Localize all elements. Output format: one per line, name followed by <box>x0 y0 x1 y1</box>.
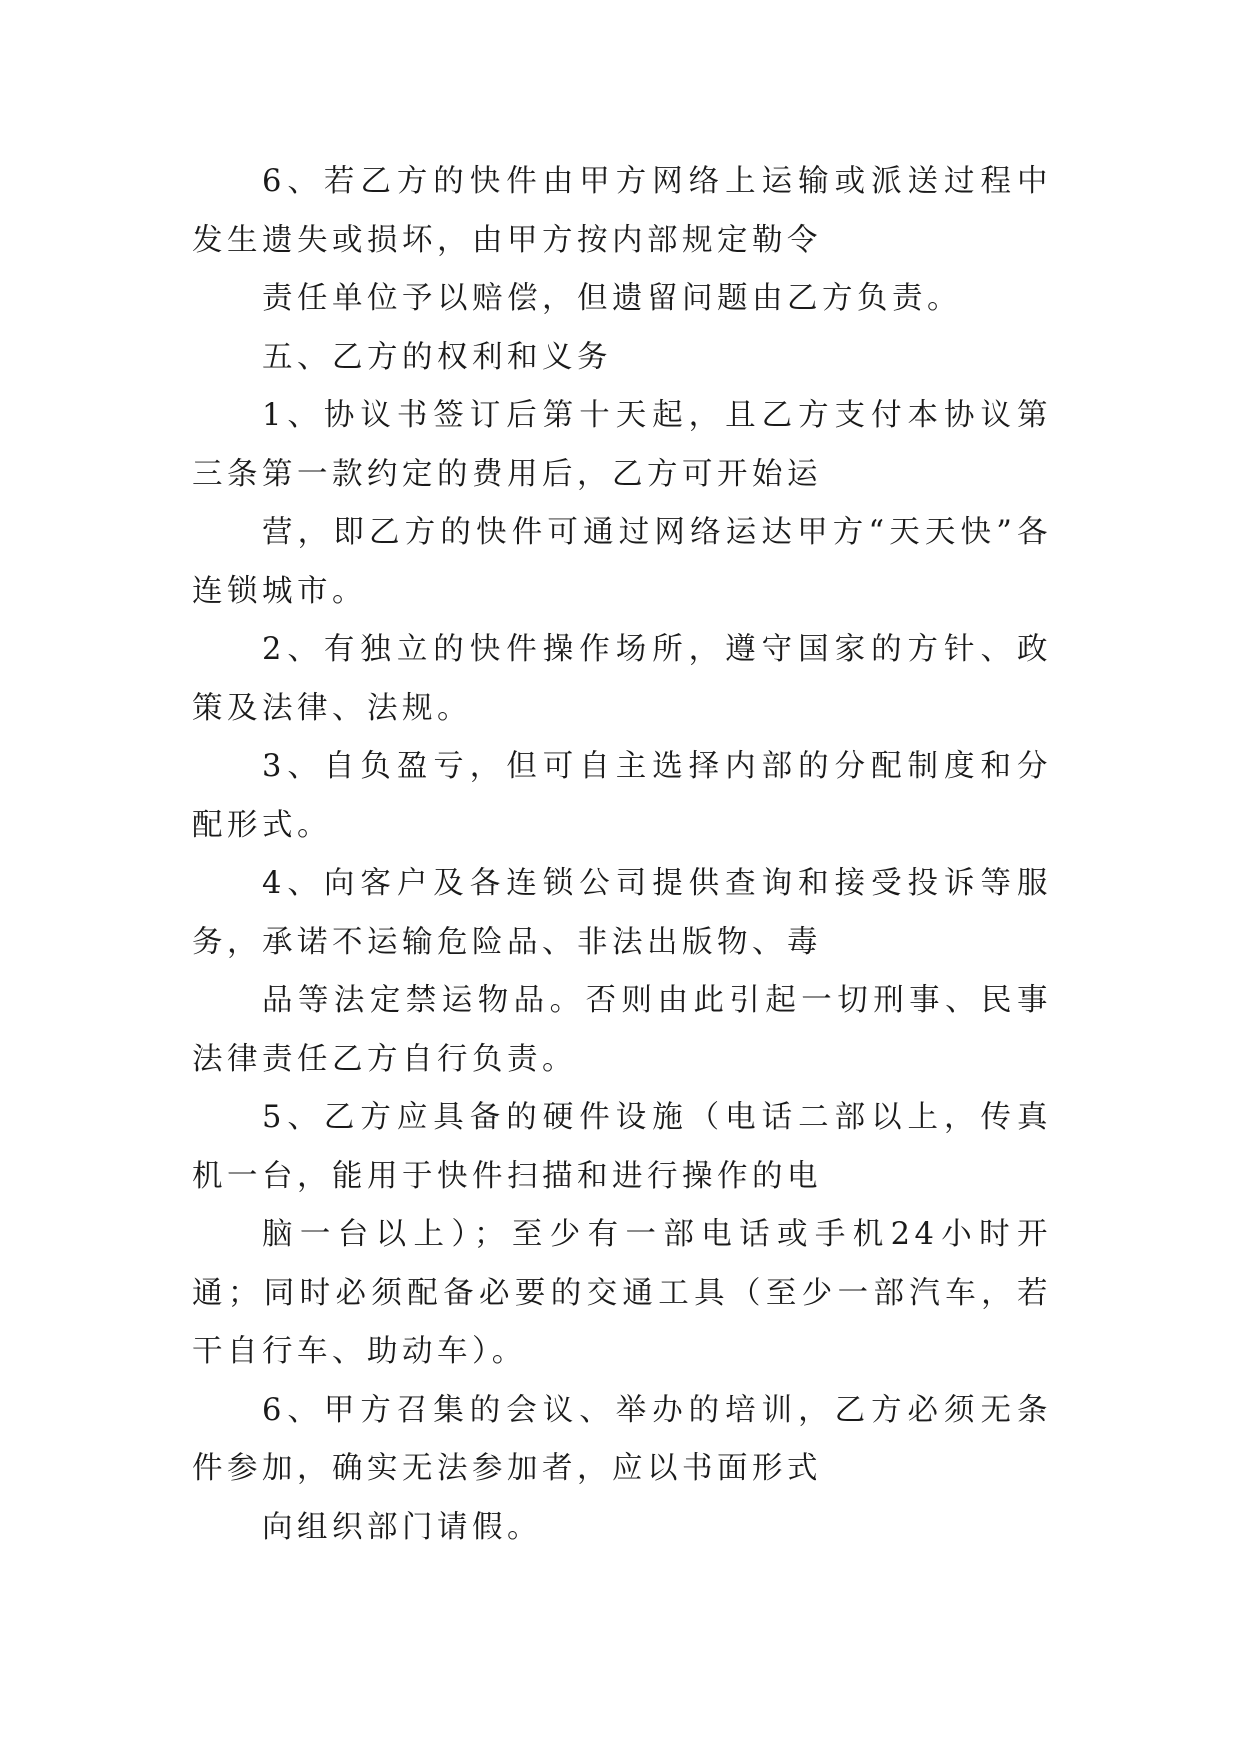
document-body <box>192 153 1052 1557</box>
paragraph-clause-6-delivery-loss: 6、若乙方的快件由甲方网络上运输或派送过程中发生遗失或损坏，由甲方按内部规定勒令 <box>192 164 1052 258</box>
paragraph-clause-5-continuation: 脑一台以上）；至少有一部电话或手机24小时开通；同时必须配备必要的交通工具（至少一部汽车，若干自行车、助动车）。 <box>192 1217 1052 1369</box>
paragraph-clause-6-meetings-continuation: 向组织部门请假。 <box>262 1509 542 1545</box>
paragraph-clause-1-continuation: 营，即乙方的快件可通过网络运达甲方“天天快”各连锁城市。 <box>192 515 1052 609</box>
paragraph-clause-3-profit-loss: 3、自负盈亏，但可自主选择内部的分配制度和分配形式。 <box>192 749 1052 843</box>
paragraph-clause-4-continuation: 品等法定禁运物品。否则由此引起一切刑事、民事法律责任乙方自行负责。 <box>192 983 1052 1077</box>
paragraph-clause-4-services: 4、向客户及各连锁公司提供查询和接受投诉等服务，承诺不运输危险品、非法出版物、毒 <box>192 866 1052 960</box>
paragraph-clause-1-operation-start: 1、协议书签订后第十天起，且乙方支付本协议第三条第一款约定的费用后，乙方可开始运 <box>192 398 1052 492</box>
paragraph-clause-2-premises: 2、有独立的快件操作场所，遵守国家的方针、政策及法律、法规。 <box>192 632 1052 726</box>
section-heading-party-b-rights: 五、乙方的权利和义务 <box>262 339 612 375</box>
paragraph-clause-6-meetings: 6、甲方召集的会议、举办的培训，乙方必须无条件参加，确实无法参加者，应以书面形式 <box>192 1392 1052 1486</box>
paragraph-clause-5-hardware: 5、乙方应具备的硬件设施（电话二部以上，传真机一台，能用于快件扫描和进行操作的电 <box>192 1100 1052 1194</box>
paragraph-clause-6-continuation: 责任单位予以赔偿，但遗留问题由乙方负责。 <box>262 281 962 316</box>
